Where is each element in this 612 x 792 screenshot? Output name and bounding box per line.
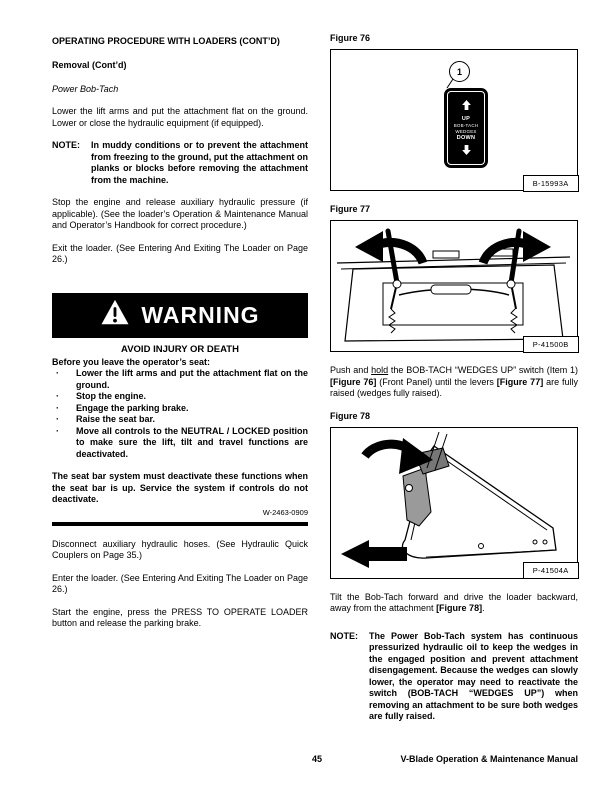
push-text: Push and <box>330 365 372 375</box>
warning-box <box>52 293 308 526</box>
switch-bobtach-label: BOB-TACH <box>453 122 479 128</box>
bobtach-levers-illustration <box>331 221 576 348</box>
tilt-text: Tilt the Bob-Tach forward and drive the loader backward, away from the attachment <box>330 591 578 613</box>
figure-78 <box>330 427 578 579</box>
bullet-text: Engage the parking brake. <box>76 402 189 413</box>
figure-78-label: Figure 78 <box>330 410 371 421</box>
figure-78-ref: P-41504A <box>523 562 579 579</box>
right-column <box>330 33 578 734</box>
figure-76 <box>330 49 578 191</box>
page-footer <box>52 754 578 768</box>
bucket-removal-illustration <box>331 428 576 575</box>
figure-76-reference: [Figure 76] <box>330 376 377 387</box>
warning-bullet-item <box>52 391 308 403</box>
warning-code: W-2463-0909 <box>262 507 308 517</box>
removal-subheading: Removal (Cont’d) <box>52 60 127 70</box>
warning-bullet-item <box>52 426 308 461</box>
push-text: (Front Panel) until the levers <box>376 376 497 387</box>
paragraph-enter-loader: Enter the loader. (See Entering And Exiting The Loader on Page 26.) <box>52 572 308 594</box>
note-label: NOTE: <box>52 140 80 150</box>
warning-title: WARNING <box>141 301 260 328</box>
paragraph-lower-lift-arms: Lower the lift arms and put the attachment flat on the ground. Lower or close the hydraulic equipment (if equipped). <box>52 106 308 128</box>
push-text: the BOB-TACH “WEDGES UP” switch (Item 1) <box>388 365 578 375</box>
figure-77 <box>330 220 578 352</box>
warning-subtitle: AVOID INJURY OR DEATH <box>121 343 239 355</box>
warning-bullet-item <box>52 403 308 415</box>
note-power-bobtach <box>330 631 578 723</box>
note-label: NOTE: <box>330 630 358 641</box>
paragraph-push-hold-switch <box>330 365 578 400</box>
bullet-text: Stop the engine. <box>76 391 147 401</box>
figure-77-label: Figure 77 <box>330 204 371 214</box>
switch-wedges-label: WEDGES <box>455 128 477 134</box>
paragraph-exit-loader: Exit the loader. (See Entering And Exiting The Loader on Page 26.) <box>52 242 308 264</box>
tilt-text: . <box>482 603 485 613</box>
bullet-icon: · <box>56 368 59 378</box>
note-text: In muddy conditions or to prevent the attachment from freezing to the ground, put the attachment on planks or blocks before removing the attachment from the machine. <box>91 140 308 185</box>
bullet-icon: · <box>56 414 59 424</box>
note-muddy-conditions <box>52 140 308 186</box>
note-text: The Power Bob-Tach system has continuous pressurized hydraulic oil to keep the wedges in the engaged position and prevent attachment disengagement. Because the wedges can slowly lower, the operator may need to reactivate the switch (BOB-TACH “WEDGES UP”) when removing an attachment to be sure both wedges are fully raised. <box>369 630 578 721</box>
warning-banner <box>52 293 308 338</box>
push-text: are fully raised (wedges fully raised). <box>330 376 578 398</box>
manual-title: V-Blade Operation & Maintenance Manual <box>400 754 578 764</box>
figure-78-reference: [Figure 78] <box>436 603 483 613</box>
callout-1: 1 <box>449 61 470 82</box>
page-number: 45 <box>312 754 323 764</box>
bullet-icon: · <box>56 391 59 401</box>
warning-bullet-item <box>52 368 308 391</box>
warning-intro: Before you leave the operator’s seat: <box>52 356 211 367</box>
power-bobtach-subheading: Power Bob-Tach <box>52 84 119 94</box>
hold-underlined: hold <box>371 365 389 375</box>
bullet-icon: · <box>56 402 59 413</box>
paragraph-tilt-bobtach <box>330 592 578 615</box>
bullet-text: Lower the lift arms and put the attachment flat on the ground. <box>76 368 308 390</box>
bullet-text: Raise the seat bar. <box>76 414 156 424</box>
figure-77-ref: P-41500B <box>523 336 579 353</box>
bullet-icon: · <box>56 425 59 436</box>
paragraph-disconnect-hoses: Disconnect auxiliary hydraulic hoses. (See Hydraulic Quick Couplers on Page 35.) <box>52 538 308 560</box>
left-column <box>52 36 308 641</box>
bobtach-wedges-switch <box>444 88 488 168</box>
down-arrow-icon <box>462 142 471 160</box>
section-heading: OPERATING PROCEDURE WITH LOADERS (CONT’D) <box>52 36 280 46</box>
figure-76-ref: B-15993A <box>523 175 579 192</box>
switch-up-label: UP <box>461 115 471 122</box>
warning-bottom-bar <box>52 522 308 526</box>
bullet-text: Move all controls to the NEUTRAL / LOCKED position to make sure the lift, tilt and travel functions are deactivated. <box>76 425 308 459</box>
up-arrow-icon <box>462 97 471 115</box>
figure-77-reference: [Figure 77] <box>496 376 544 387</box>
paragraph-stop-engine: Stop the engine and release auxiliary hydraulic pressure (if applicable). (See the loader’s Operation & Maintenance Manual and Operator’s Handbook for correct procedure.) <box>52 197 308 230</box>
warning-bullet-item <box>52 414 308 426</box>
drive-backward-arrow-icon <box>341 540 407 568</box>
paragraph-start-engine: Start the engine, press the PRESS TO OPERATE LOADER button and release the parking brake. <box>52 606 308 628</box>
switch-down-label: DOWN <box>456 134 476 141</box>
warning-outro: The seat bar system must deactivate these functions when the seat bar is up. Service the system if controls do not deactivate. <box>52 471 308 504</box>
figure-76-label: Figure 76 <box>330 33 371 43</box>
warning-triangle-icon <box>100 299 130 332</box>
